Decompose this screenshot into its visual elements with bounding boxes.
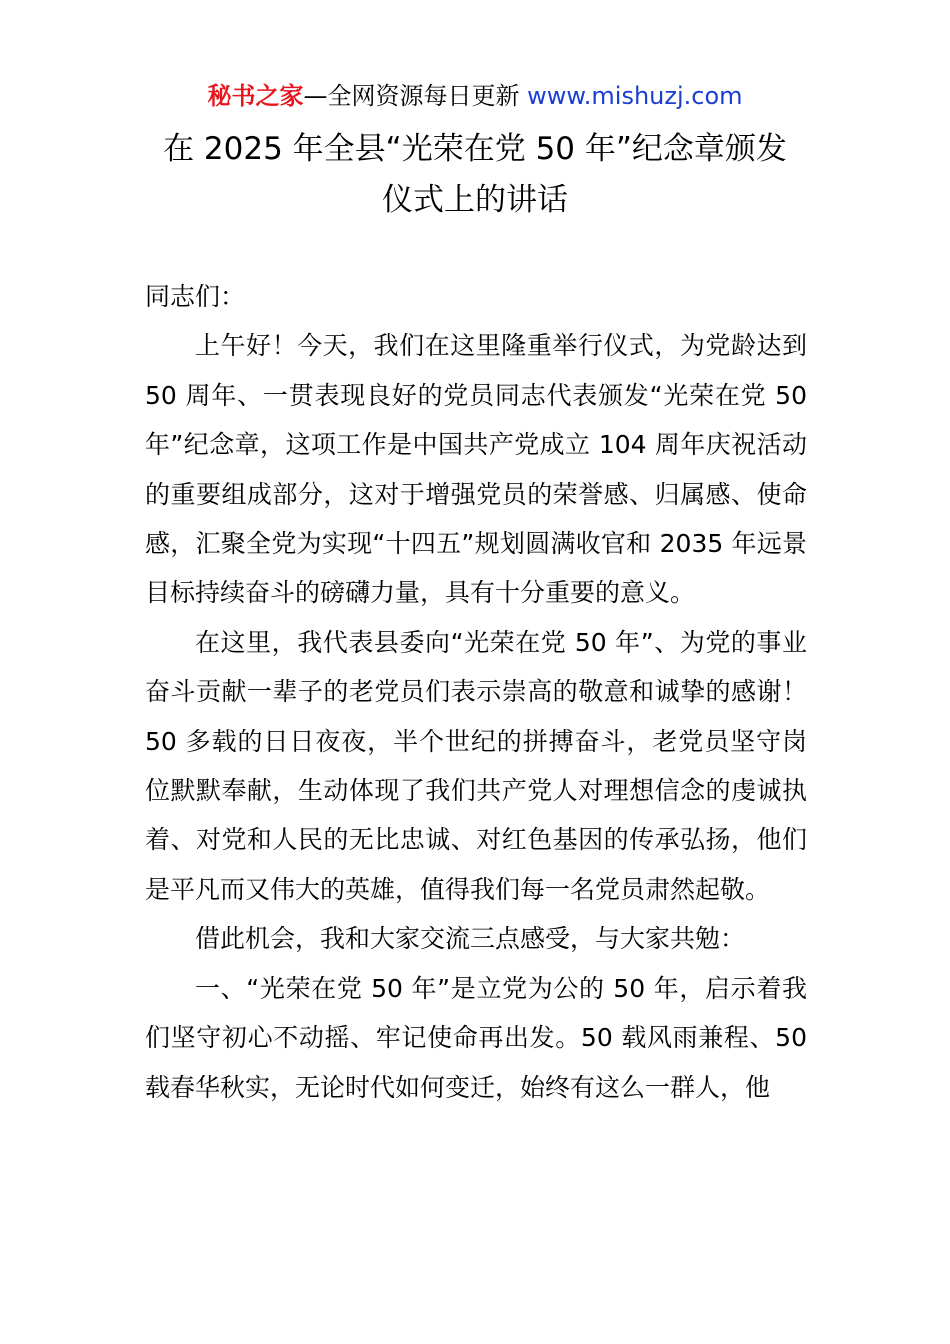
- body-paragraph-2: 在这里，我代表县委向“光荣在党 50 年”、为党的事业奋斗贡献一辈子的老党员们表示崇高的敬意和诚挚的感谢！50 多载的日日夜夜，半个世纪的拼搏奋斗，老党员坚守岗位默默奉献，生动体现了我们共产党人对理想信念的虔诚执着、对党和人民的无比忠诚、对红色基因的传承弘扬，他们是平凡而又伟大的英雄，值得我们每一名党员肃然起敬。: [145, 627, 807, 904]
- body-paragraph-1: 上午好！今天，我们在这里隆重举行仪式，为党龄达到 50 周年、一贯表现良好的党员同志代表颁发“光荣在党 50 年”纪念章，这项工作是中国共产党成立 104 周年庆祝活动的重要组成部分，这对于增强党员的荣誉感、归属感、使命感，汇聚全党为实现“十四五”规划圆满收官和 2035 年远景目标持续奋斗的磅礴力量，具有十分重要的意义。: [145, 331, 808, 608]
- document-title-line-1: 在 2025 年全县“光荣在党 50 年”纪念章颁发: [163, 131, 787, 167]
- site-url-link[interactable]: www.mishuzj.com: [527, 82, 743, 110]
- body-paragraph-4: 一、“光荣在党 50 年”是立党为公的 50 年，启示着我们坚守初心不动摇、牢记使命再出发。50 载风雨兼程、50 载春华秋实，无论时代如何变迁，始终有这么一群人，他: [145, 973, 807, 1102]
- site-tagline: —全网资源每日更新: [303, 82, 528, 110]
- site-brand: 秘书之家: [207, 82, 304, 110]
- site-banner: [0, 80, 950, 112]
- document-title: [100, 124, 850, 226]
- document-body: [145, 272, 807, 1112]
- salutation: 同志们：: [145, 282, 246, 311]
- document-title-line-2: 仪式上的讲话: [382, 182, 568, 218]
- body-paragraph-3: 借此机会，我和大家交流三点感受，与大家共勉：: [195, 924, 746, 954]
